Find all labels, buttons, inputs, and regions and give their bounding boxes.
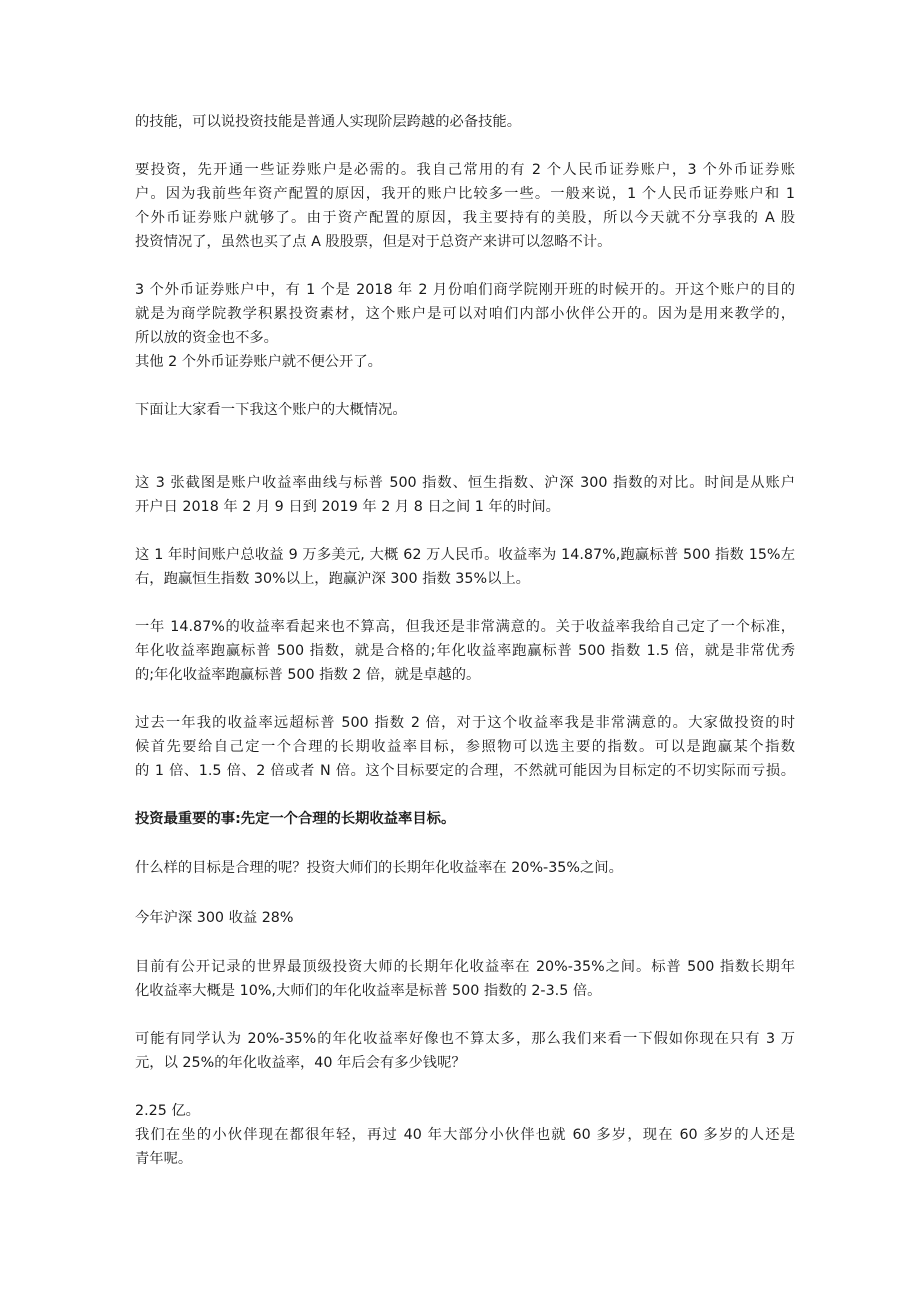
- text-line: 投资情况了，虽然也买了点 A 股股票，但是对于总资产来讲可以忽略不计。: [135, 234, 612, 250]
- text-line: 右，跑赢恒生指数 30%以上，跑赢沪深 300 指数 35%以上。: [135, 571, 530, 587]
- text-line: 什么样的目标是合理的呢？投资大师们的长期年化收益率在 20%-35%之间。: [135, 860, 623, 876]
- text-line: 2.25 亿。: [135, 1103, 200, 1119]
- text-line: 元，以 25%的年化收益率，40 年后会有多少钱呢？: [135, 1055, 466, 1071]
- text-line: 3 个外币证券账户中，有 1 个是 2018 年 2 月份咱们商学院刚开班的时候开的。开这个账户的目的: [135, 282, 795, 298]
- text-line: 户。因为我前些年资产配置的原因，我开的账户比较多一些。一般来说，1 个人民币证券账户和 1: [135, 186, 795, 202]
- text-line: 开户日 2018 年 2 月 9 日到 2019 年 2 月 8 日之间 1 年的时间。: [135, 499, 560, 515]
- text-line: 一年 14.87%的收益率看起来也不算高，但我还是非常满意的。关于收益率我给自己定了一个标准，: [135, 619, 795, 635]
- text-line: 这 1 年时间账户总收益 9 万多美元, 大概 62 万人民币。收益率为 14.87%,跑赢标普 500 指数 15%左: [135, 547, 795, 563]
- text-line: 过去一年我的收益率远超标普 500 指数 2 倍，对于这个收益率我是非常满意的。大家做投资的时: [135, 715, 795, 731]
- text-line: 这 3 张截图是账户收益率曲线与标普 500 指数、恒生指数、沪深 300 指数的对比。时间是从账户: [135, 475, 795, 491]
- text-line: 的技能，可以说投资技能是普通人实现阶层跨越的必备技能。: [135, 114, 522, 130]
- text-line: 所以放的资金也不多。: [135, 330, 278, 346]
- text-line: 其他 2 个外币证券账户就不便公开了。: [135, 354, 382, 370]
- text-line: 今年沪深 300 收益 28%: [135, 910, 294, 926]
- text-line: 化收益率大概是 10%,大师们的年化收益率是标普 500 指数的 2-3.5 倍。: [135, 983, 602, 999]
- text-line: 年化收益率跑赢标普 500 指数，就是合格的;年化收益率跑赢标普 500 指数 1.5 倍，就是非常优秀: [135, 643, 795, 659]
- text-line: 个外币证券账户就够了。由于资产配置的原因，我主要持有的美股，所以今天就不分享我的 A 股: [135, 210, 795, 226]
- text-line: 青年呢。: [135, 1151, 193, 1167]
- text-line: 就是为商学院教学积累投资素材，这个账户是可以对咱们内部小伙伴公开的。因为是用来教学的，: [135, 306, 795, 322]
- text-line: 目前有公开记录的世界最顶级投资大师的长期年化收益率在 20%-35%之间。标普 500 指数长期年: [135, 959, 795, 975]
- text-line: 可能有同学认为 20%-35%的年化收益率好像也不算太多，那么我们来看一下假如你现在只有 3 万: [135, 1031, 795, 1047]
- text-line: 我们在坐的小伙伴现在都很年轻，再过 40 年大部分小伙伴也就 60 多岁，现在 60 多岁的人还是: [135, 1127, 795, 1143]
- section-heading: 投资最重要的事:先定一个合理的长期收益率目标。: [135, 811, 456, 827]
- text-line: 要投资，先开通一些证券账户是必需的。我自己常用的有 2 个人民币证券账户，3 个外币证券账: [135, 162, 795, 178]
- text-line: 的 1 倍、1.5 倍、2 倍或者 N 倍。这个目标要定的合理，不然就可能因为目标定的不切实际而亏损。: [135, 763, 795, 779]
- text-line: 的;年化收益率跑赢标普 500 指数 2 倍，就是卓越的。: [135, 667, 481, 683]
- text-line: 候首先要给自己定一个合理的长期收益率目标，参照物可以选主要的指数。可以是跑赢某个指数: [135, 739, 795, 755]
- text-line: 下面让大家看一下我这个账户的大概情况。: [135, 402, 407, 418]
